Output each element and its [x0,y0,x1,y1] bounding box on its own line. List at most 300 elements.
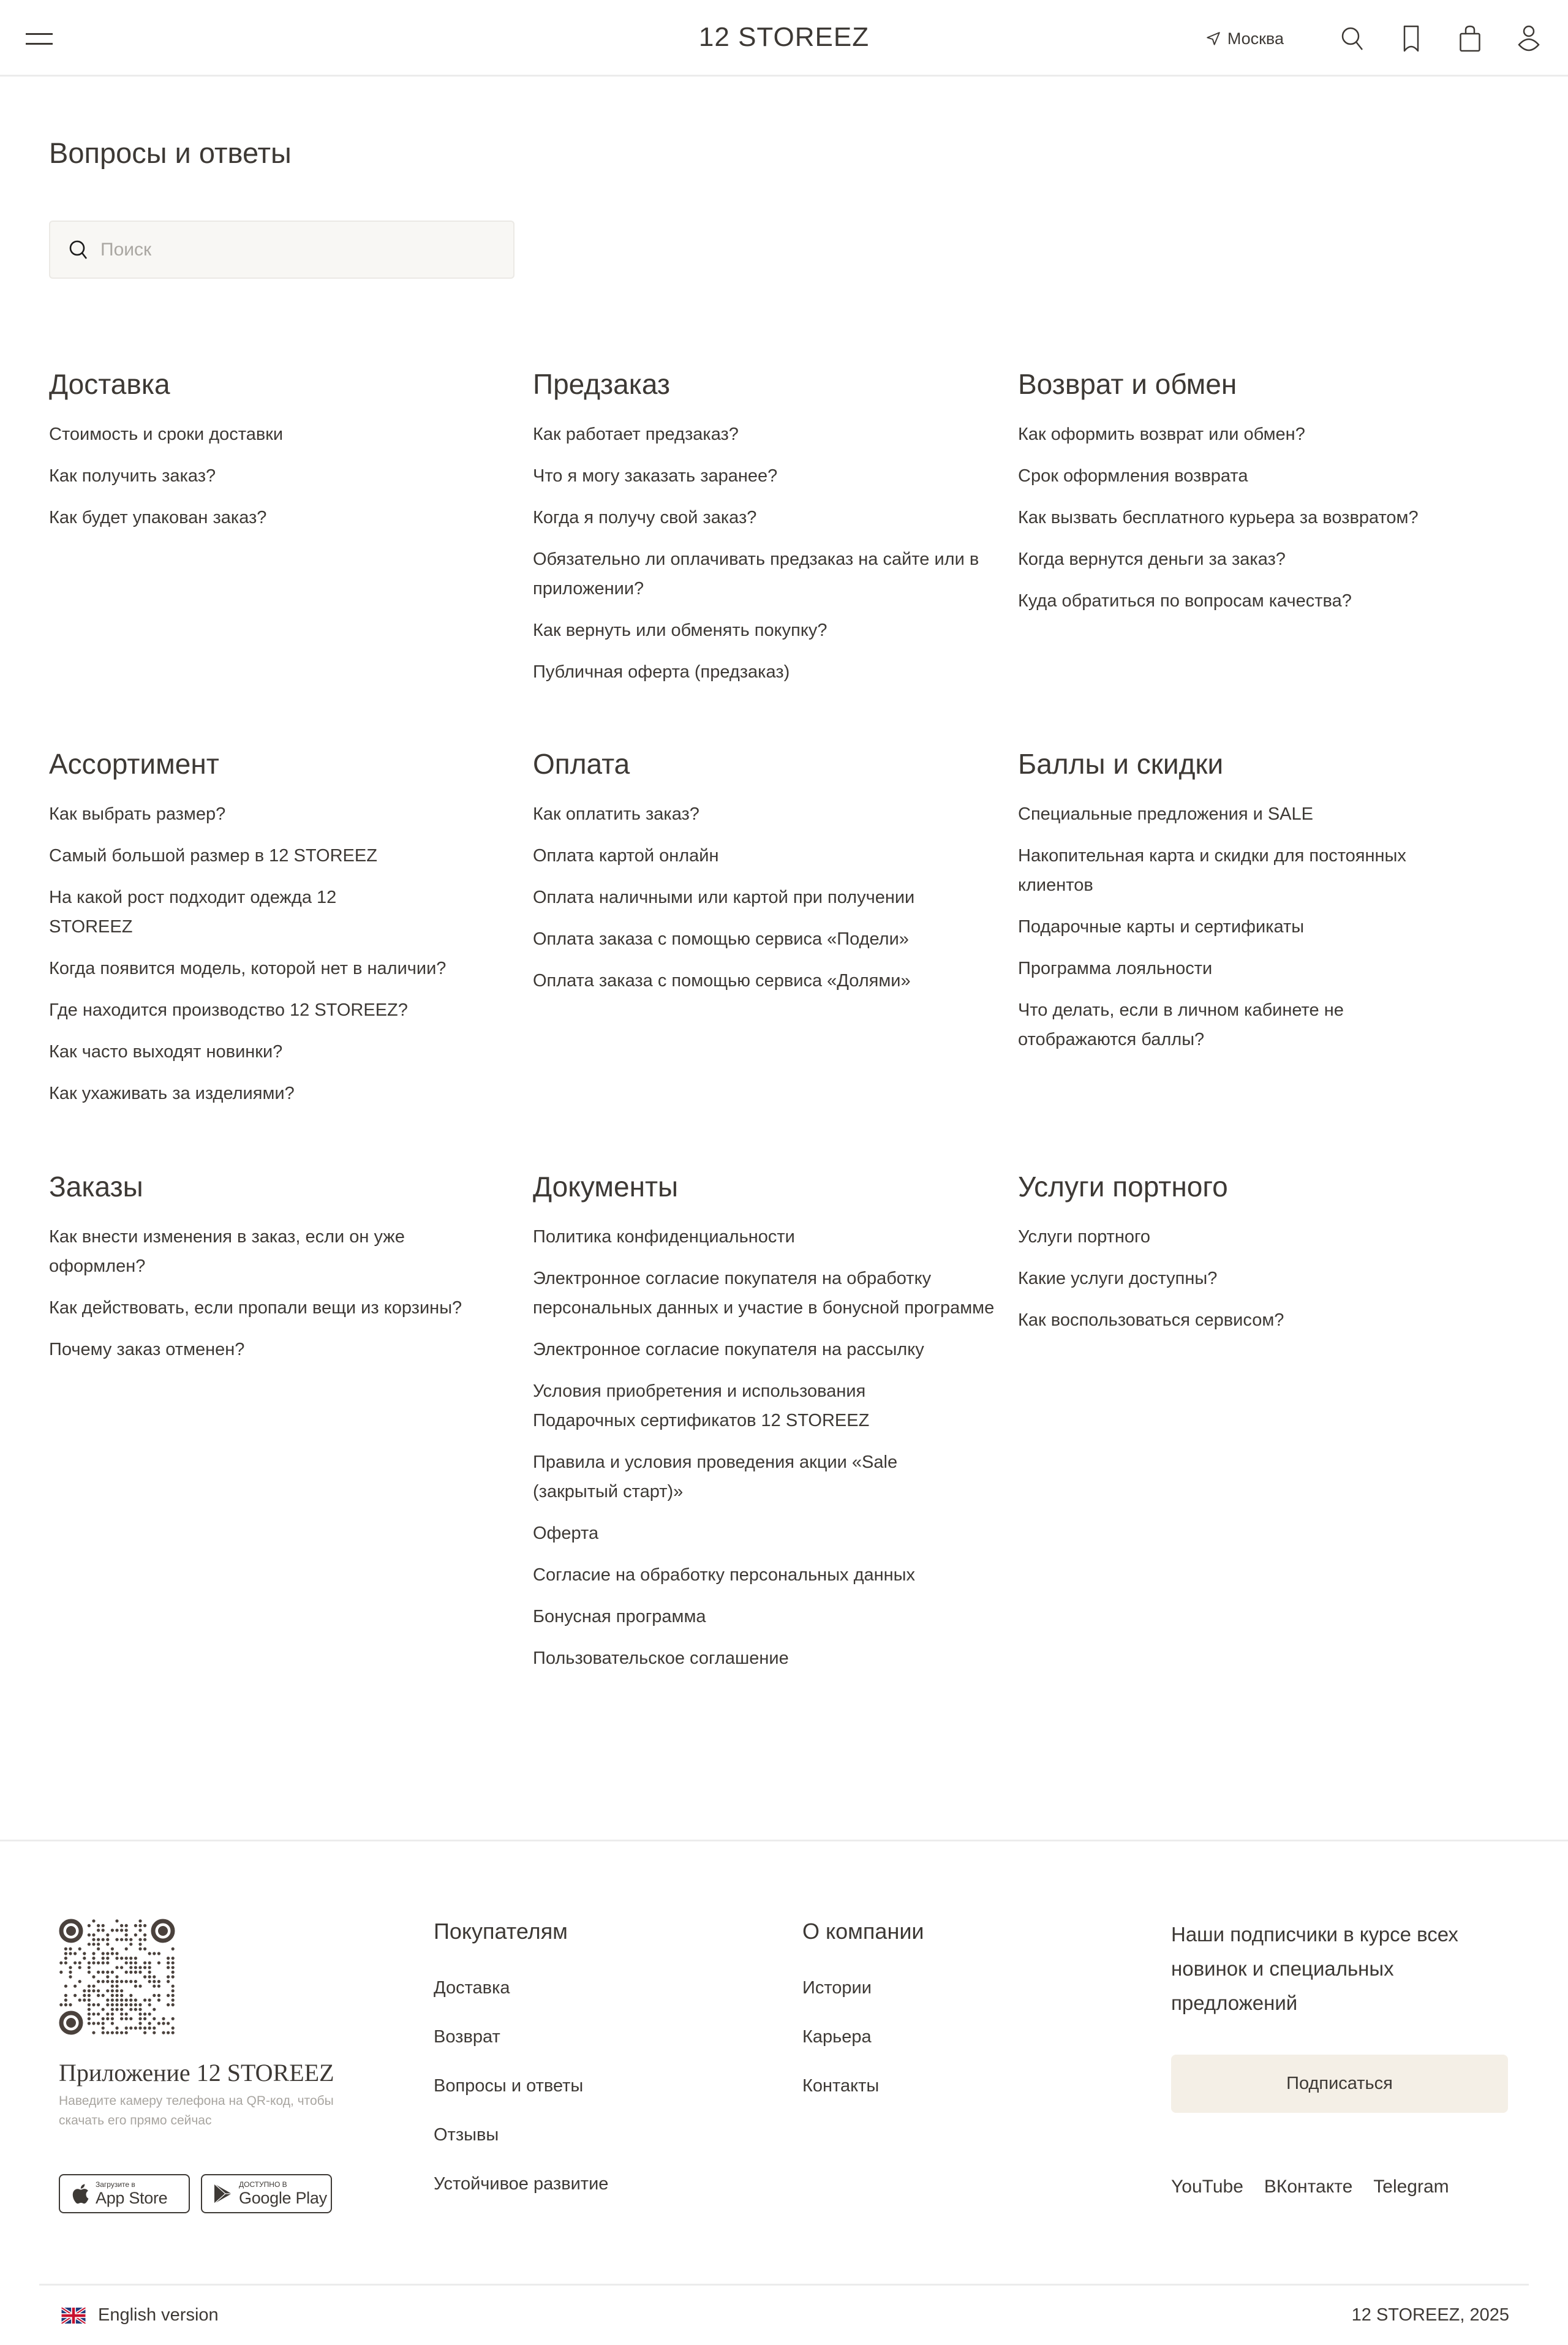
qr-module [148,1966,151,1969]
qr-module [92,2012,95,2015]
qr-module [125,2026,128,2030]
faq-link[interactable]: Как ухаживать за изделиями? [49,1084,295,1104]
faq-link[interactable]: Когда вернутся деньги за заказ? [1018,549,1286,570]
qr-module [138,2026,141,2030]
qr-module [125,2017,128,2020]
qr-module [129,1966,132,1969]
faq-link[interactable]: Как выбрать размер? [49,804,226,825]
qr-module [111,1998,114,2001]
account-button[interactable] [1514,22,1544,55]
qr-module [138,1947,141,1950]
vk-link[interactable]: ВКонтакте [1264,2177,1353,2197]
qr-module [143,2031,146,2034]
qr-module [129,2026,132,2030]
footer-link[interactable]: Отзывы [434,2124,499,2145]
qr-module [120,1928,123,1932]
qr-module [69,2003,72,2006]
subscribe-button[interactable]: Подписаться [1171,2055,1508,2113]
footer-link[interactable]: Доставка [434,1977,510,1998]
section-title: Документы [533,1171,679,1203]
qr-module [143,1966,146,1969]
qr-module [129,1938,132,1941]
qr-module [69,1971,72,1974]
qr-module [106,1962,109,1965]
qr-module [143,2026,146,2030]
faq-section-payment [533,747,998,1008]
qr-module [125,2003,128,2006]
faq-link[interactable]: Как получить заказ? [49,466,216,486]
qr-module [138,1943,141,1946]
logo[interactable]: 12 STOREEZ [698,22,870,52]
qr-module [157,1994,160,1997]
qr-module [153,2017,156,2020]
qr-module [138,1966,141,1969]
faq-link[interactable]: Куда обратиться по вопросам качества? [1018,591,1352,611]
qr-module [111,1971,114,1974]
faq-link[interactable]: Как оформить возврат или обмен? [1018,425,1305,445]
qr-module [92,1985,95,1988]
qr-module [102,1971,105,1974]
qr-module [64,1962,67,1965]
qr-module [102,1994,105,1997]
qr-module [172,1947,175,1950]
qr-module [129,1957,132,1960]
qr-module [134,1966,137,1969]
faq-link[interactable]: Публичная оферта (предзаказ) [533,662,790,682]
language-label: English version [98,2305,219,2325]
qr-module [143,2017,146,2020]
qr-module [138,2012,141,2015]
qr-module [148,1971,151,1974]
qr-module [88,2012,91,2015]
shopping-bag-icon [1459,25,1481,52]
qr-module [138,2022,141,2025]
qr-module [102,2008,105,2011]
qr-module [153,1980,156,1983]
qr-module [106,2012,109,2015]
qr-module [78,1947,81,1950]
section-title: Доставка [49,368,170,400]
footer-link[interactable]: Контакты [802,2075,880,2096]
favorites-button[interactable] [1396,22,1426,55]
search-input[interactable] [100,240,492,260]
qr-module [111,1989,114,1992]
location-arrow-icon [1205,31,1221,47]
qr-module [111,1952,114,1955]
search-button[interactable] [1338,22,1367,55]
faq-link[interactable]: Как вызвать бесплатного курьера за возвратом? [1018,508,1419,528]
faq-link[interactable]: Услуги портного [1018,1227,1151,1247]
footer-link[interactable]: Вопросы и ответы [434,2075,584,2096]
qr-module [92,1962,95,1965]
faq-link[interactable]: Электронное согласие покупателя на рассылку [533,1340,924,1360]
qr-module [167,1980,170,1983]
faq-link[interactable]: Специальные предложения и SALE [1018,804,1313,825]
qr-module [78,1962,81,1965]
qr-module [120,2008,123,2011]
qr-module [83,1952,86,1955]
qr-module [102,2031,105,2034]
qr-module [69,1947,72,1950]
qr-module [143,1947,146,1950]
qr-module [153,2026,156,2030]
faq-link[interactable]: Как работает предзаказ? [533,425,739,445]
qr-module [111,2022,114,2025]
footer-divider [0,1840,1568,1841]
faq-link[interactable]: Самый большой размер в 12 STOREEZ [49,846,377,866]
qr-module [143,1962,146,1965]
google-play-button[interactable] [201,2174,332,2213]
qr-module [88,1962,91,1965]
faq-link[interactable]: Как часто выходят новинки? [49,1042,283,1062]
qr-module [69,1975,72,1978]
qr-module [97,1971,100,1974]
qr-module [102,1938,105,1941]
qr-module [88,1998,91,2001]
footer-link[interactable]: Возврат [434,2026,500,2047]
bookmark-icon [1403,25,1420,52]
google-play-label: ДОСТУПНО В Google Play [239,2180,327,2207]
qr-module [115,1966,118,1969]
qr-module [111,2003,114,2006]
faq-link[interactable]: Какие услуги доступны? [1018,1269,1218,1289]
qr-module [115,2003,118,2006]
search-icon [69,240,88,260]
qr-module [129,1998,132,2001]
footer-column-title: О компании [802,1919,924,1944]
qr-module [106,2003,109,2006]
footer-link[interactable]: Истории [802,1977,872,1998]
qr-module [97,1928,100,1932]
faq-section-points [1018,747,1483,1067]
qr-module [148,1998,151,2001]
section-title: Возврат и обмен [1018,368,1237,400]
qr-module [138,1985,141,1988]
qr-module [167,1994,170,1997]
cart-button[interactable] [1455,22,1485,55]
qr-module [92,1989,95,1992]
qr-module [129,1943,132,1946]
faq-link[interactable]: Как действовать, если пропали вещи из корзины? [49,1298,462,1318]
faq-link[interactable]: Программа лояльности [1018,959,1213,979]
qr-module [157,1980,160,1983]
faq-link[interactable]: Почему заказ отменен? [49,1340,245,1360]
qr-module [125,1933,128,1936]
footer-link[interactable]: Карьера [802,2026,872,2047]
qr-module [78,1966,81,1969]
qr-module [102,2017,105,2020]
apple-icon [71,2183,89,2205]
qr-module [120,1998,123,2001]
faq-link[interactable]: Когда я получу свой заказ? [533,508,757,528]
app-store-button[interactable] [59,2174,190,2213]
qr-module [88,2017,91,2020]
qr-module [138,2003,141,2006]
qr-module [157,1962,160,1965]
faq-section-delivery [49,368,514,545]
faq-link[interactable]: Оплата наличными или картой при получении [533,888,915,908]
qr-module [120,1980,123,1983]
qr-module [92,1952,95,1955]
faq-link[interactable]: Накопительная карта и скидки для постоянных клиентов [1018,846,1406,896]
google-play-icon [213,2183,233,2205]
qr-module [102,1962,105,1965]
faq-link[interactable]: Пользовательское соглашение [533,1648,789,1669]
qr-module [106,1989,109,1992]
qr-module [143,1975,146,1978]
qr-module [134,1971,137,1974]
qr-module [64,1947,67,1950]
qr-module [138,2017,141,2020]
section-title: Услуги портного [1018,1171,1228,1203]
qr-module [92,1975,95,1978]
qr-module [69,1952,72,1955]
qr-module [115,1952,118,1955]
qr-module [120,2003,123,2006]
qr-module [125,1980,128,1983]
qr-module [106,1952,109,1955]
qr-module [92,1957,95,1960]
faq-link[interactable]: Где находится производство 12 STOREEZ? [49,1000,408,1021]
qr-module [106,1980,109,1983]
qr-module [102,1952,105,1955]
footer-bottom-divider [39,2284,1529,2286]
qr-module [153,2031,156,2034]
faq-link[interactable]: Оферта [533,1524,599,1544]
qr-module [148,2022,151,2025]
qr-module [125,2031,128,2034]
faq-link[interactable]: На какой рост подходит одежда 12 STOREEZ [49,888,337,937]
qr-module [97,1962,100,1965]
qr-module [157,1952,160,1955]
qr-module [167,2022,170,2025]
qr-module [106,1957,109,1960]
qr-module [129,1980,132,1983]
qr-module [162,2022,165,2025]
qr-module [59,2003,62,2006]
qr-module [172,1998,175,2001]
qr-module [92,2022,95,2025]
faq-link[interactable]: Что я могу заказать заранее? [533,466,778,486]
qr-module [64,1994,67,1997]
qr-module [106,1971,109,1974]
qr-module [106,1998,109,2001]
qr-module [111,1980,114,1983]
faq-link[interactable]: Что делать, если в личном кабинете не отображаются баллы? [1018,1000,1344,1050]
footer-column-buyers [434,1917,608,2221]
user-icon [1518,25,1540,52]
qr-module [138,1938,141,1941]
qr-module [106,1938,109,1941]
qr-module [74,1952,77,1955]
qr-module [162,2017,165,2020]
qr-module [115,1985,118,1988]
section-title: Ассортимент [49,748,219,780]
faq-link[interactable]: Срок оформления возврата [1018,466,1248,486]
page-title: Вопросы и ответы [49,137,292,169]
qr-module [83,1957,86,1960]
qr-module [157,1985,160,1988]
qr-module [88,1943,91,1946]
qr-module [97,1989,100,1992]
qr-module [111,1928,114,1932]
qr-code [59,1919,175,2035]
faq-link[interactable]: Как вернуть или обменять покупку? [533,621,827,641]
qr-module [115,1989,118,1992]
faq-link[interactable]: Обязательно ли оплачивать предзаказ на сайте или в приложении? [533,549,979,599]
qr-module [172,1985,175,1988]
qr-module [143,1933,146,1936]
qr-module [88,2022,91,2025]
qr-module [125,1957,128,1960]
qr-module [172,1994,175,1997]
qr-module [148,1980,151,1983]
faq-link[interactable]: Как будет упакован заказ? [49,508,267,528]
app-title: Приложение 12 STOREEZ [59,2059,334,2086]
qr-module [64,1985,67,1988]
faq-link[interactable]: Как оплатить заказ? [533,804,699,825]
qr-module [115,1938,118,1941]
qr-module [106,2031,109,2034]
qr-module [92,2003,95,2006]
qr-module [106,1943,109,1946]
qr-module [157,2022,160,2025]
qr-module [129,1962,132,1965]
qr-module [88,1989,91,1992]
faq-link[interactable]: Условия приобретения и использования Подарочных сертификатов 12 STOREEZ [533,1381,870,1431]
faq-link[interactable]: Как внести изменения в заказ, если он уже оформлен? [49,1227,405,1277]
section-title: Заказы [49,1171,143,1203]
search-box[interactable] [49,221,514,279]
qr-module [148,2003,151,2006]
qr-module [153,1975,156,1978]
qr-module [172,2026,175,2030]
youtube-link[interactable]: YouTube [1171,2177,1243,2197]
menu-icon[interactable] [26,31,53,47]
qr-module [115,1994,118,1997]
qr-module [64,1952,67,1955]
qr-module [125,1998,128,2001]
faq-link[interactable]: Политика конфиденциальности [533,1227,795,1247]
faq-link[interactable]: Оплата заказа с помощью сервиса «Подели» [533,929,909,950]
header-actions [1205,22,1544,55]
qr-module [92,1938,95,1941]
qr-module [167,1962,170,1965]
qr-module [115,2008,118,2011]
qr-module [172,1966,175,1969]
qr-module [115,1975,118,1978]
uk-flag-icon [61,2308,86,2324]
qr-module [153,1952,156,1955]
faq-section-tailoring [1018,1170,1483,1347]
qr-module [88,1994,91,1997]
app-subtitle: Наведите камеру телефона на QR-код, чтобы скачать его прямо сейчас [59,2094,334,2128]
qr-module [92,1919,95,1922]
qr-module [78,1980,81,1983]
qr-module [167,1966,170,1969]
qr-module [129,1994,132,1997]
faq-link[interactable]: Оплата заказа с помощью сервиса «Долями» [533,971,911,991]
qr-module [138,1971,141,1974]
qr-module [134,1924,137,1927]
qr-module [97,1994,100,1997]
qr-module [88,2008,91,2011]
qr-module [97,2012,100,2015]
faq-section-preorder [533,368,998,699]
qr-module [59,1962,62,1965]
qr-module [88,2003,91,2006]
qr-module [148,1975,151,1978]
app-store-label: Загрузите в App Store [96,2180,168,2207]
faq-link[interactable]: Стоимость и сроки доставки [49,425,284,445]
faq-link[interactable]: Электронное согласие покупателя на обработку персональных данных и участие в бонусной программе [533,1269,995,1318]
qr-module [157,1998,160,2001]
qr-module [120,2012,123,2015]
qr-module [172,2003,175,2006]
faq-link[interactable]: Когда появится модель, которой нет в наличии? [49,959,447,979]
qr-module [138,1919,141,1922]
faq-link[interactable]: Согласие на обработку персональных данных [533,1565,916,1585]
faq-section-returns [1018,368,1483,628]
qr-module [134,2008,137,2011]
qr-module [129,1971,132,1974]
qr-module [143,1938,146,1941]
qr-module [120,2031,123,2034]
qr-module [88,1966,91,1969]
section-title: Баллы и скидки [1018,748,1224,780]
faq-link[interactable]: Правила и условия проведения акции «Sale (закрытый старт)» [533,1452,898,1502]
city-label: Москва [1227,29,1284,48]
qr-module [74,1985,77,1988]
qr-module [64,1998,67,2001]
qr-module [92,2031,95,2034]
qr-module [143,1924,146,1927]
qr-module [129,2008,132,2011]
qr-module [167,1975,170,1978]
qr-module [64,1957,67,1960]
qr-module [97,1980,100,1983]
qr-module [111,1985,114,1988]
qr-module [97,1924,100,1927]
qr-module [148,2026,151,2030]
qr-module [148,1962,151,1965]
qr-module [153,2008,156,2011]
qr-module [148,1952,151,1955]
qr-module [172,1971,175,1974]
qr-module [167,2031,170,2034]
qr-module [115,1928,118,1932]
qr-module [172,1962,175,1965]
qr-module [134,1998,137,2001]
city-selector[interactable] [1205,29,1284,48]
qr-module [64,2003,67,2006]
faq-link[interactable]: Как воспользоваться сервисом? [1018,1310,1284,1331]
qr-module [125,1962,128,1965]
qr-module [115,1998,118,2001]
qr-module [92,1943,95,1946]
language-switch[interactable] [61,2305,219,2325]
faq-link[interactable]: Бонусная программа [533,1607,706,1627]
faq-link[interactable]: Подарочные карты и сертификаты [1018,917,1305,937]
footer-link[interactable]: Устойчивое развитие [434,2173,609,2194]
qr-module [88,1933,91,1936]
qr-module [172,1957,175,1960]
faq-link[interactable]: Оплата картой онлайн [533,846,719,866]
qr-module [111,2008,114,2011]
telegram-link[interactable]: Telegram [1373,2177,1449,2197]
qr-module [125,1924,128,1927]
qr-module [153,1985,156,1988]
